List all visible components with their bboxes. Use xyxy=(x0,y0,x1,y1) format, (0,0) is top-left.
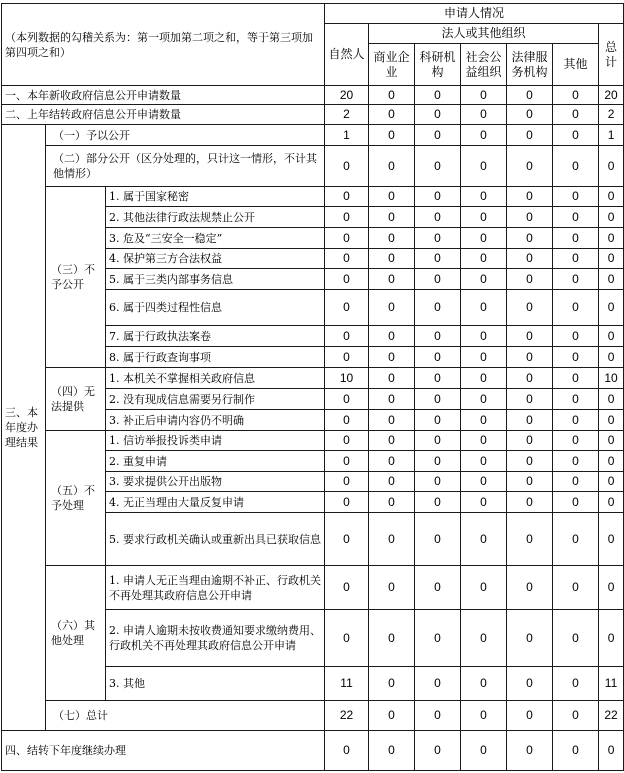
legal-service-org-count: 0 xyxy=(507,187,553,207)
other-org-count: 0 xyxy=(553,431,599,451)
natural-person-count: 0 xyxy=(325,347,369,368)
other-org-count: 0 xyxy=(553,610,599,667)
item-label: 1. 属于国家秘密 xyxy=(106,187,325,207)
legal-service-org-count: 0 xyxy=(507,513,553,566)
public-welfare-org-count: 0 xyxy=(461,105,507,125)
total-count: 11 xyxy=(599,667,624,701)
other-org-count: 0 xyxy=(553,187,599,207)
research-institution-count: 0 xyxy=(415,86,461,105)
natural-person-count: 0 xyxy=(325,566,369,610)
public-welfare-org-count: 0 xyxy=(461,389,507,410)
legal-service-org-count: 0 xyxy=(507,731,553,771)
item-label: 2. 没有现成信息需要另行制作 xyxy=(106,389,325,410)
public-welfare-org-count: 0 xyxy=(461,125,507,146)
natural-person-count: 22 xyxy=(325,701,369,731)
commercial-enterprise-count: 0 xyxy=(369,269,415,290)
row-results-total xyxy=(2,701,624,731)
disclosure-statistics-table xyxy=(1,3,624,771)
research-institution-count: 0 xyxy=(415,610,461,667)
applicant-situation-header: 申请人情况 xyxy=(325,4,624,24)
public-welfare-org-count: 0 xyxy=(461,249,507,269)
research-institution-count: 0 xyxy=(415,207,461,228)
other-org-count: 0 xyxy=(553,410,599,431)
commercial-enterprise-count: 0 xyxy=(369,326,415,347)
item-label: 2. 重复申请 xyxy=(106,451,325,472)
total-count: 0 xyxy=(599,492,624,513)
natural-person-count: 20 xyxy=(325,86,369,105)
other-org-count: 0 xyxy=(553,451,599,472)
research-institution-count: 0 xyxy=(415,667,461,701)
public-welfare-org-count: 0 xyxy=(461,492,507,513)
total-count: 0 xyxy=(599,326,624,347)
other-org-count: 0 xyxy=(553,389,599,410)
research-institution-count: 0 xyxy=(415,228,461,249)
legal-service-org-header: 法律服务机构 xyxy=(507,44,553,86)
item-label: 5. 要求行政机关确认或重新出具已获取信息 xyxy=(106,513,325,566)
public-welfare-org-count: 0 xyxy=(461,472,507,492)
natural-person-count: 0 xyxy=(325,389,369,410)
public-welfare-org-count: 0 xyxy=(461,228,507,249)
item-label: 1. 信访举报投诉类申请 xyxy=(106,431,325,451)
research-institution-count: 0 xyxy=(415,731,461,771)
public-welfare-org-count: 0 xyxy=(461,431,507,451)
total-count: 0 xyxy=(599,566,624,610)
legal-service-org-count: 0 xyxy=(507,269,553,290)
research-institution-count: 0 xyxy=(415,451,461,472)
natural-person-count: 0 xyxy=(325,249,369,269)
total-count: 0 xyxy=(599,187,624,207)
natural-person-count: 1 xyxy=(325,125,369,146)
item-label: 1. 申请人无正当理由逾期不补正、行政机关不再处理其政府信息公开申请 xyxy=(106,566,325,610)
row-partial xyxy=(2,146,624,187)
total-count: 0 xyxy=(599,207,624,228)
public-welfare-org-count: 0 xyxy=(461,326,507,347)
total-count: 0 xyxy=(599,389,624,410)
commercial-enterprise-count: 0 xyxy=(369,228,415,249)
public-welfare-org-count: 0 xyxy=(461,347,507,368)
public-welfare-org-header: 社会公益组织 xyxy=(461,44,507,86)
public-welfare-org-count: 0 xyxy=(461,86,507,105)
total-count: 0 xyxy=(599,228,624,249)
natural-person-count: 0 xyxy=(325,513,369,566)
total-count: 0 xyxy=(599,410,624,431)
other-org-count: 0 xyxy=(553,269,599,290)
other-org-count: 0 xyxy=(553,125,599,146)
item-label: 5. 属于三类内部事务信息 xyxy=(106,269,325,290)
other-org-count: 0 xyxy=(553,347,599,368)
row-carry-forward xyxy=(2,731,624,771)
research-institution-count: 0 xyxy=(415,125,461,146)
total-count: 0 xyxy=(599,731,624,771)
natural-person-count: 0 xyxy=(325,451,369,472)
item-label: 4. 保护第三方合法权益 xyxy=(106,249,325,269)
research-institution-count: 0 xyxy=(415,347,461,368)
commercial-enterprise-count: 0 xyxy=(369,472,415,492)
commercial-enterprise-count: 0 xyxy=(369,207,415,228)
other-org-count: 0 xyxy=(553,228,599,249)
item-label: 3. 要求提供公开出版物 xyxy=(106,472,325,492)
commercial-enterprise-count: 0 xyxy=(369,667,415,701)
legal-service-org-count: 0 xyxy=(507,146,553,187)
commercial-enterprise-count: 0 xyxy=(369,347,415,368)
other-org-count: 0 xyxy=(553,105,599,125)
carried-over-label: 二、上年结转政府信息公开申请数量 xyxy=(2,105,325,125)
research-institution-header: 科研机构 xyxy=(415,44,461,86)
natural-person-count: 0 xyxy=(325,146,369,187)
natural-person-count: 0 xyxy=(325,431,369,451)
legal-service-org-count: 0 xyxy=(507,610,553,667)
legal-service-org-count: 0 xyxy=(507,701,553,731)
item-label: 2. 申请人逾期未按收费通知要求缴纳费用、行政机关不再处理其政府信息公开申请 xyxy=(106,610,325,667)
commercial-enterprise-count: 0 xyxy=(369,86,415,105)
natural-person-count: 0 xyxy=(325,187,369,207)
commercial-enterprise-count: 0 xyxy=(369,451,415,472)
natural-person-count: 0 xyxy=(325,207,369,228)
new-requests-label: 一、本年新收政府信息公开申请数量 xyxy=(2,86,325,105)
research-institution-count: 0 xyxy=(415,566,461,610)
commercial-enterprise-count: 0 xyxy=(369,410,415,431)
legal-service-org-count: 0 xyxy=(507,410,553,431)
total-count: 0 xyxy=(599,290,624,326)
row-new-requests xyxy=(2,86,624,105)
data-relation-note: （本列数据的勾稽关系为：第一项加第二项之和，等于第三项加第四项之和） xyxy=(2,4,325,86)
not-disclosed-label: （三）不予公开 xyxy=(46,187,106,368)
research-institution-count: 0 xyxy=(415,105,461,125)
commercial-enterprise-count: 0 xyxy=(369,105,415,125)
commercial-enterprise-count: 0 xyxy=(369,431,415,451)
item-label: 3. 危及“三安全一稳定” xyxy=(106,228,325,249)
public-welfare-org-count: 0 xyxy=(461,451,507,472)
total-count: 1 xyxy=(599,125,624,146)
legal-service-org-count: 0 xyxy=(507,451,553,472)
row-not-disclosed-1 xyxy=(2,187,624,207)
commercial-enterprise-count: 0 xyxy=(369,566,415,610)
natural-person-count: 0 xyxy=(325,731,369,771)
legal-service-org-count: 0 xyxy=(507,249,553,269)
total-count: 10 xyxy=(599,368,624,389)
natural-person-count: 0 xyxy=(325,410,369,431)
public-welfare-org-count: 0 xyxy=(461,146,507,187)
item-label: 4. 无正当理由大量反复申请 xyxy=(106,492,325,513)
other-org-count: 0 xyxy=(553,472,599,492)
other-org-count: 0 xyxy=(553,368,599,389)
unable-to-provide-label: （四）无法提供 xyxy=(46,368,106,431)
other-org-count: 0 xyxy=(553,492,599,513)
legal-service-org-count: 0 xyxy=(507,125,553,146)
not-processed-label: （五）不予处理 xyxy=(46,431,106,566)
total-count: 0 xyxy=(599,146,624,187)
natural-person-count: 0 xyxy=(325,326,369,347)
legal-service-org-count: 0 xyxy=(507,105,553,125)
public-welfare-org-count: 0 xyxy=(461,566,507,610)
legal-service-org-count: 0 xyxy=(507,326,553,347)
research-institution-count: 0 xyxy=(415,326,461,347)
item-label: 8. 属于行政查询事项 xyxy=(106,347,325,368)
item-label: 6. 属于四类过程性信息 xyxy=(106,290,325,326)
other-org-count: 0 xyxy=(553,207,599,228)
total-count: 0 xyxy=(599,347,624,368)
item-label: 3. 其他 xyxy=(106,667,325,701)
research-institution-count: 0 xyxy=(415,368,461,389)
legal-service-org-count: 0 xyxy=(507,290,553,326)
research-institution-count: 0 xyxy=(415,513,461,566)
commercial-enterprise-count: 0 xyxy=(369,492,415,513)
carry-forward-label: 四、结转下年度继续办理 xyxy=(2,731,325,771)
row-unable-1 xyxy=(2,368,624,389)
legal-service-org-count: 0 xyxy=(507,472,553,492)
legal-service-org-count: 0 xyxy=(507,347,553,368)
total-count: 0 xyxy=(599,269,624,290)
other-org-count: 0 xyxy=(553,146,599,187)
item-label: 1. 本机关不掌握相关政府信息 xyxy=(106,368,325,389)
other-org-count: 0 xyxy=(553,86,599,105)
commercial-enterprise-count: 0 xyxy=(369,731,415,771)
natural-person-count: 0 xyxy=(325,492,369,513)
research-institution-count: 0 xyxy=(415,389,461,410)
research-institution-count: 0 xyxy=(415,410,461,431)
item-label: 7. 属于行政执法案卷 xyxy=(106,326,325,347)
legal-service-org-count: 0 xyxy=(507,566,553,610)
legal-service-org-count: 0 xyxy=(507,667,553,701)
research-institution-count: 0 xyxy=(415,492,461,513)
natural-person-count: 0 xyxy=(325,472,369,492)
row-other-handling-1 xyxy=(2,566,624,610)
disclosed-label: （一）予以公开 xyxy=(46,125,325,146)
public-welfare-org-count: 0 xyxy=(461,610,507,667)
legal-entities-header: 法人或其他组织 xyxy=(369,24,599,44)
natural-person-count: 10 xyxy=(325,368,369,389)
public-welfare-org-count: 0 xyxy=(461,290,507,326)
research-institution-count: 0 xyxy=(415,146,461,187)
commercial-enterprise-count: 0 xyxy=(369,125,415,146)
public-welfare-org-count: 0 xyxy=(461,701,507,731)
public-welfare-org-count: 0 xyxy=(461,368,507,389)
commercial-enterprise-count: 0 xyxy=(369,146,415,187)
other-org-count: 0 xyxy=(553,249,599,269)
public-welfare-org-count: 0 xyxy=(461,731,507,771)
total-header: 总计 xyxy=(599,24,624,86)
research-institution-count: 0 xyxy=(415,701,461,731)
natural-person-count: 11 xyxy=(325,667,369,701)
natural-person-count: 0 xyxy=(325,290,369,326)
row-not-processed-1 xyxy=(2,431,624,451)
total-count: 2 xyxy=(599,105,624,125)
natural-person-count: 0 xyxy=(325,228,369,249)
other-org-count: 0 xyxy=(553,290,599,326)
public-welfare-org-count: 0 xyxy=(461,187,507,207)
results-total-label: （七）总计 xyxy=(46,701,325,731)
total-count: 0 xyxy=(599,451,624,472)
item-label: 2. 其他法律行政法规禁止公开 xyxy=(106,207,325,228)
commercial-enterprise-count: 0 xyxy=(369,701,415,731)
legal-service-org-count: 0 xyxy=(507,86,553,105)
commercial-enterprise-count: 0 xyxy=(369,290,415,326)
other-org-count: 0 xyxy=(553,667,599,701)
research-institution-count: 0 xyxy=(415,290,461,326)
research-institution-count: 0 xyxy=(415,187,461,207)
commercial-enterprise-count: 0 xyxy=(369,249,415,269)
row-disclosed xyxy=(2,125,624,146)
total-count: 0 xyxy=(599,472,624,492)
total-count: 0 xyxy=(599,431,624,451)
item-label: 3. 补正后申请内容仍不明确 xyxy=(106,410,325,431)
partial-label: （二）部分公开（区分处理的，只计这一情形，不计其他情形） xyxy=(46,146,325,187)
row-carried-over xyxy=(2,105,624,125)
public-welfare-org-count: 0 xyxy=(461,207,507,228)
handling-results-label: 三、本年度办理结果 xyxy=(2,125,46,731)
other-org-count: 0 xyxy=(553,326,599,347)
other-org-count: 0 xyxy=(553,701,599,731)
other-org-count: 0 xyxy=(553,731,599,771)
commercial-enterprise-count: 0 xyxy=(369,368,415,389)
legal-service-org-count: 0 xyxy=(507,207,553,228)
total-count: 22 xyxy=(599,701,624,731)
research-institution-count: 0 xyxy=(415,472,461,492)
other-org-count: 0 xyxy=(553,513,599,566)
commercial-enterprise-header: 商业企业 xyxy=(369,44,415,86)
natural-person-count: 0 xyxy=(325,269,369,290)
natural-person-count: 0 xyxy=(325,610,369,667)
public-welfare-org-count: 0 xyxy=(461,410,507,431)
research-institution-count: 0 xyxy=(415,269,461,290)
total-count: 0 xyxy=(599,610,624,667)
commercial-enterprise-count: 0 xyxy=(369,610,415,667)
total-count: 0 xyxy=(599,513,624,566)
public-welfare-org-count: 0 xyxy=(461,513,507,566)
public-welfare-org-count: 0 xyxy=(461,269,507,290)
other-org-header: 其他 xyxy=(553,44,599,86)
legal-service-org-count: 0 xyxy=(507,389,553,410)
commercial-enterprise-count: 0 xyxy=(369,187,415,207)
research-institution-count: 0 xyxy=(415,249,461,269)
commercial-enterprise-count: 0 xyxy=(369,513,415,566)
legal-service-org-count: 0 xyxy=(507,368,553,389)
legal-service-org-count: 0 xyxy=(507,431,553,451)
natural-person-count: 2 xyxy=(325,105,369,125)
total-count: 0 xyxy=(599,249,624,269)
public-welfare-org-count: 0 xyxy=(461,667,507,701)
header-row-1 xyxy=(2,4,624,24)
other-handling-label: （六）其他处理 xyxy=(46,566,106,701)
legal-service-org-count: 0 xyxy=(507,228,553,249)
research-institution-count: 0 xyxy=(415,431,461,451)
total-count: 20 xyxy=(599,86,624,105)
legal-service-org-count: 0 xyxy=(507,492,553,513)
natural-person-header: 自然人 xyxy=(325,24,369,86)
commercial-enterprise-count: 0 xyxy=(369,389,415,410)
other-org-count: 0 xyxy=(553,566,599,610)
